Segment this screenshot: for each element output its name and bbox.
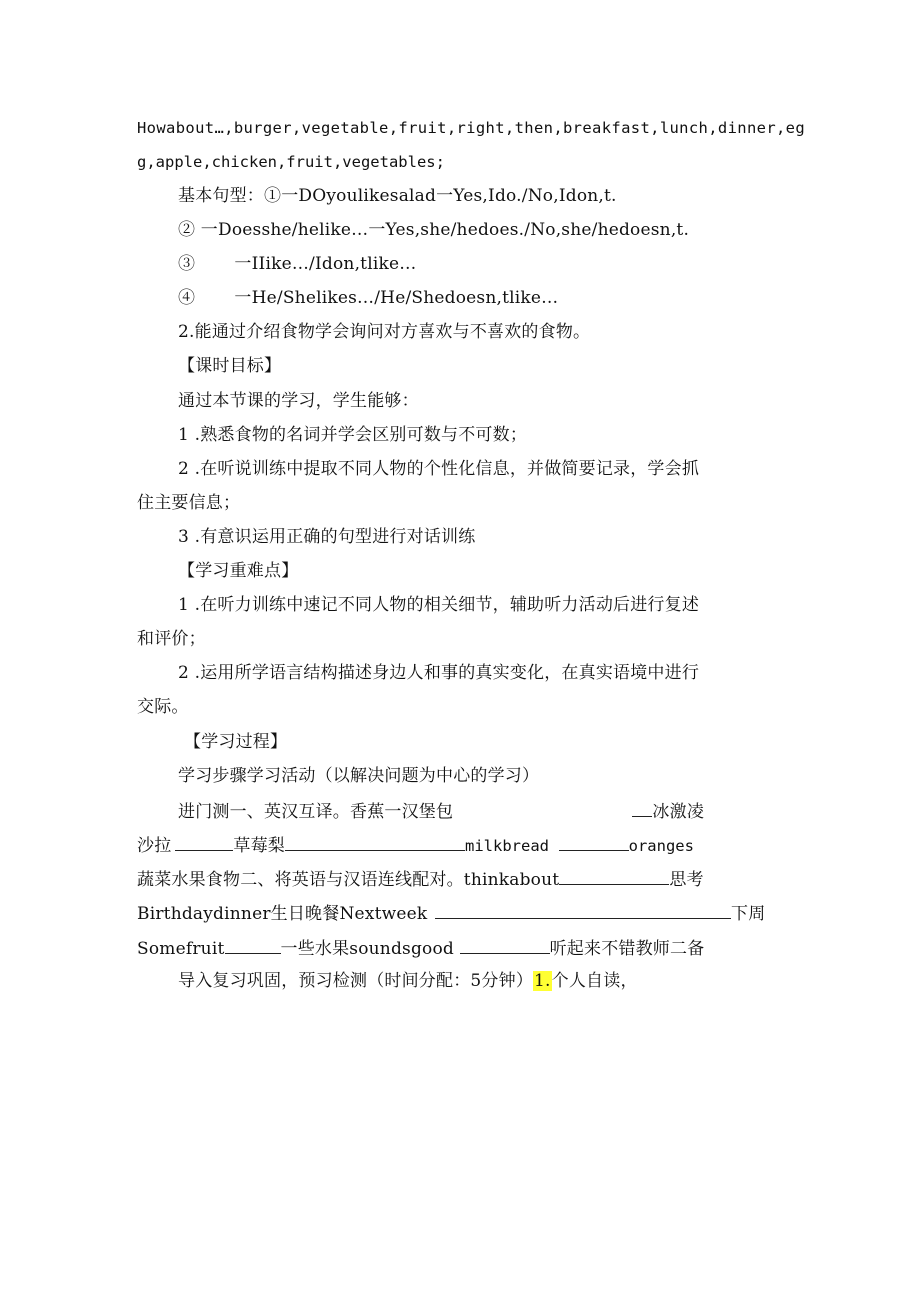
key-point-1-line-2: 和评价； (137, 629, 206, 649)
test-line-c (137, 866, 792, 892)
goal-2-line-2: 住主要信息； (137, 493, 241, 513)
vocab-line-1: Howabout…,burger,vegetable,fruit,right,then,breakfast,lunch,dinner,eg (137, 119, 806, 137)
test-line-d (137, 900, 792, 926)
answer-blank[interactable] (559, 832, 629, 851)
goals-intro: 通过本节课的学习，学生能够： (178, 391, 419, 411)
sentence-pattern-1: 基本句型：①一DOyoulikesalad一Yes,Ido./No,Idon,t. (178, 186, 617, 206)
answer-blank[interactable] (435, 900, 731, 919)
test-line-b-word-3: milkbread (465, 837, 550, 855)
key-point-1-line-1: 1 .在听力训练中速记不同人物的相关细节，辅助听力活动后进行复述 (178, 595, 700, 615)
goal-1: 1 .熟悉食物的名词并学会区别可数与不可数； (178, 425, 528, 445)
answer-blank[interactable] (225, 935, 281, 954)
review-text-end: 个人自读， (551, 971, 638, 991)
key-point-2-line-2: 交际。 (137, 697, 189, 717)
spacer (459, 799, 627, 817)
heading-lesson-goals: 【课时目标】 (178, 356, 282, 376)
test-line-b (137, 832, 792, 858)
answer-blank[interactable] (175, 832, 233, 851)
test-line-d-text: Birthdaydinner生日晚餐Nextweek (137, 904, 428, 924)
answer-blank[interactable] (559, 866, 669, 885)
test-line-a (178, 798, 833, 824)
heading-key-points: 【学习重难点】 (178, 561, 299, 581)
test-line-a-text: 进门测一、英汉互译。香蕉一汉堡包 (178, 802, 454, 822)
test-line-c-text: 蔬菜水果食物二、将英语与汉语连线配对。thinkabout (137, 870, 560, 890)
sentence-pattern-2: ② 一Doesshe/helike…一Yes,she/hedoes./No,she/hedoesn,t. (178, 220, 690, 240)
sentence-pattern-4: ④ 一He/Shelikes…/He/Shedoesn,tlike… (178, 288, 559, 308)
test-line-d-end: 下周 (731, 904, 766, 924)
goal-2-line-1: 2 .在听说训练中提取不同人物的个性化信息，并做简要记录，学会抓 (178, 459, 700, 479)
key-point-2-line-1: 2 .运用所学语言结构描述身边人和事的真实变化，在真实语境中进行 (178, 663, 700, 683)
highlighted-number: 1. (534, 971, 551, 991)
vocab-line-2: g,apple,chicken,fruit,vegetables; (137, 153, 445, 171)
review-text: 导入复习巩固，预习检测（时间分配：5分钟） (178, 971, 534, 991)
process-intro: 学习步骤学习活动（以解决问题为中心的学习） (178, 766, 540, 786)
heading-process: 【学习过程】 (184, 732, 288, 752)
test-line-e-end: 听起来不错教师二备 (549, 939, 705, 959)
goal-3: 3 .有意识运用正确的句型进行对话训练 (178, 527, 476, 547)
test-line-a-end: 冰激凌 (652, 802, 705, 822)
test-line-b-word-1: 沙拉 (137, 836, 172, 856)
test-line-e-word-1: Somefruit (137, 939, 225, 959)
test-line-e (137, 935, 792, 961)
test-line-b-word-2: 草莓梨 (233, 836, 286, 856)
sentence-pattern-3: ③ 一IIike…/Idon,tlike… (178, 254, 417, 274)
test-line-e-word-2: 一些水果soundsgood (280, 939, 454, 959)
test-line-b-word-4: oranges (628, 837, 694, 855)
test-line-c-end: 思考 (669, 870, 704, 890)
answer-blank[interactable] (460, 935, 550, 954)
answer-blank[interactable] (285, 832, 465, 851)
objective-2: 2.能通过介绍食物学会询问对方喜欢与不喜欢的食物。 (178, 322, 591, 342)
review-line (178, 969, 833, 993)
answer-blank[interactable] (632, 798, 652, 817)
